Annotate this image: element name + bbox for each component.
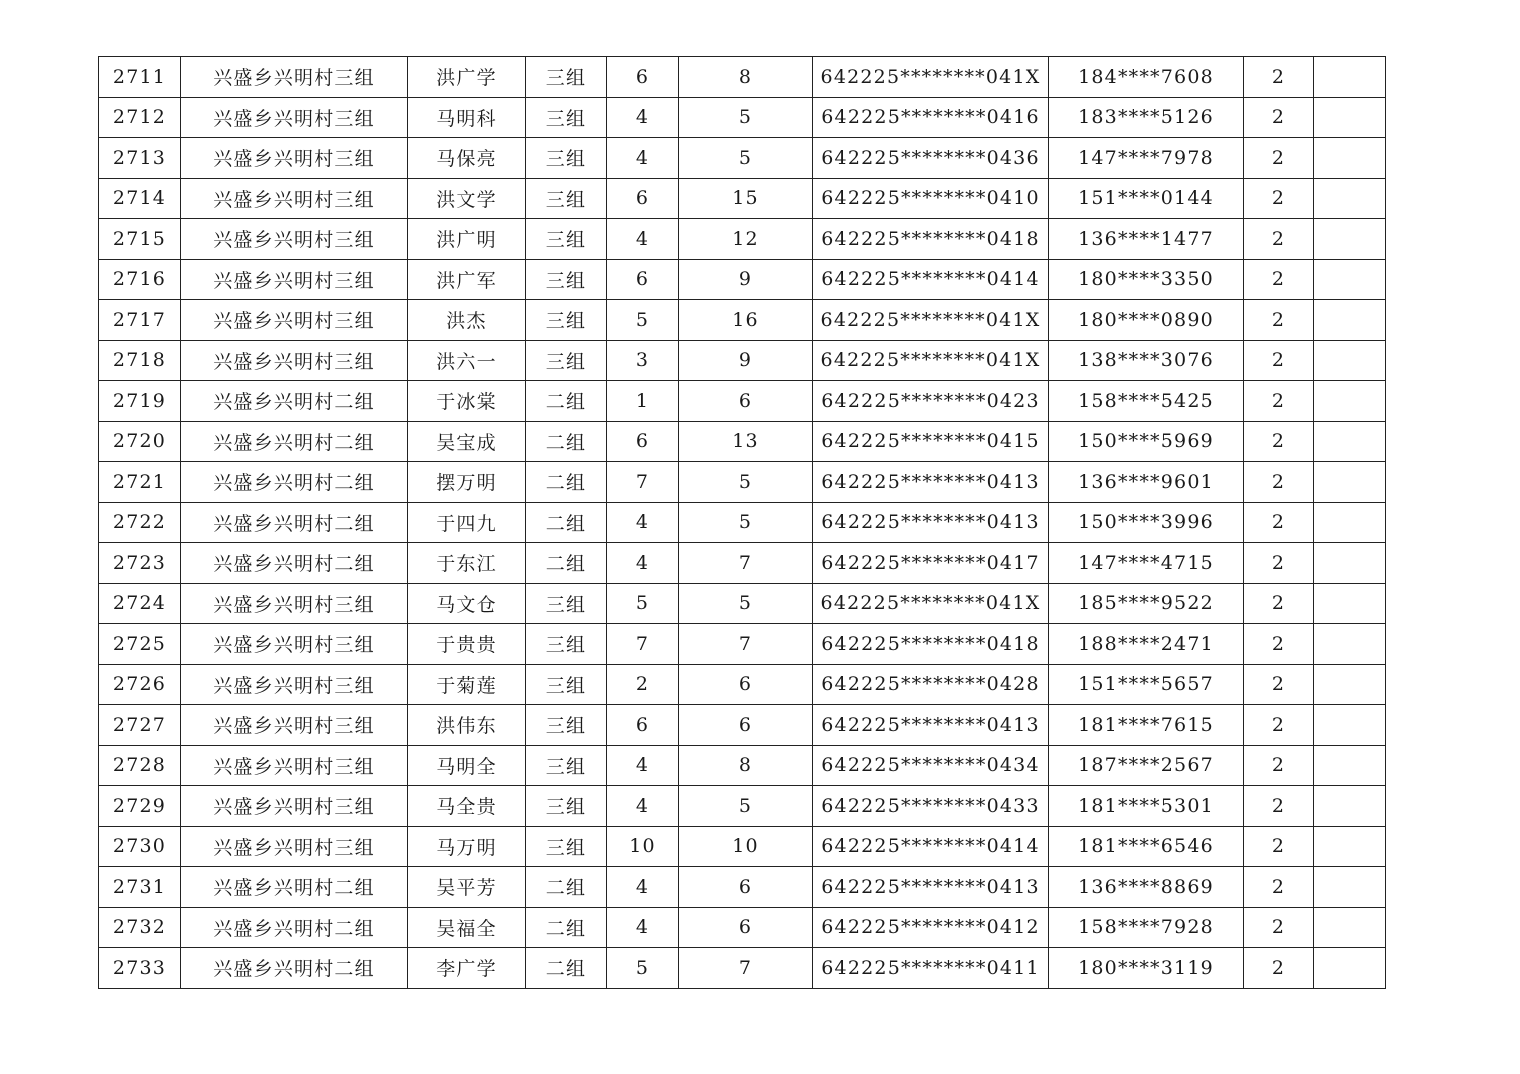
household-size-cell: 4 bbox=[607, 745, 679, 786]
population-cell: 8 bbox=[679, 57, 813, 98]
name-cell: 于东江 bbox=[408, 543, 526, 584]
population-cell: 6 bbox=[679, 867, 813, 908]
row-index-cell: 2725 bbox=[99, 624, 181, 665]
population-cell: 16 bbox=[679, 300, 813, 341]
note-cell bbox=[1314, 543, 1386, 584]
phone-cell: 187****2567 bbox=[1049, 745, 1244, 786]
phone-cell: 188****2471 bbox=[1049, 624, 1244, 665]
group-cell: 三组 bbox=[526, 97, 607, 138]
household-size-cell: 4 bbox=[607, 543, 679, 584]
count-cell: 2 bbox=[1244, 745, 1314, 786]
address-cell: 兴盛乡兴明村三组 bbox=[181, 664, 408, 705]
count-cell: 2 bbox=[1244, 705, 1314, 746]
phone-cell: 181****5301 bbox=[1049, 786, 1244, 827]
phone-cell: 180****3350 bbox=[1049, 259, 1244, 300]
row-index-cell: 2721 bbox=[99, 462, 181, 503]
note-cell bbox=[1314, 97, 1386, 138]
address-cell: 兴盛乡兴明村三组 bbox=[181, 219, 408, 260]
address-cell: 兴盛乡兴明村二组 bbox=[181, 948, 408, 989]
household-size-cell: 4 bbox=[607, 786, 679, 827]
id-number-cell: 642225********0418 bbox=[813, 624, 1049, 665]
row-index-cell: 2715 bbox=[99, 219, 181, 260]
id-number-cell: 642225********0418 bbox=[813, 219, 1049, 260]
population-cell: 6 bbox=[679, 907, 813, 948]
id-number-cell: 642225********0416 bbox=[813, 97, 1049, 138]
address-cell: 兴盛乡兴明村三组 bbox=[181, 57, 408, 98]
phone-cell: 147****4715 bbox=[1049, 543, 1244, 584]
row-index-cell: 2719 bbox=[99, 381, 181, 422]
phone-cell: 136****9601 bbox=[1049, 462, 1244, 503]
note-cell bbox=[1314, 786, 1386, 827]
row-index-cell: 2720 bbox=[99, 421, 181, 462]
id-number-cell: 642225********0413 bbox=[813, 462, 1049, 503]
address-cell: 兴盛乡兴明村三组 bbox=[181, 745, 408, 786]
id-number-cell: 642225********0414 bbox=[813, 826, 1049, 867]
name-cell: 摆万明 bbox=[408, 462, 526, 503]
phone-cell: 181****6546 bbox=[1049, 826, 1244, 867]
name-cell: 马文仓 bbox=[408, 583, 526, 624]
population-cell: 5 bbox=[679, 97, 813, 138]
name-cell: 洪文学 bbox=[408, 178, 526, 219]
table-row bbox=[99, 300, 1386, 341]
phone-cell: 138****3076 bbox=[1049, 340, 1244, 381]
count-cell: 2 bbox=[1244, 786, 1314, 827]
table-row bbox=[99, 705, 1386, 746]
name-cell: 李广学 bbox=[408, 948, 526, 989]
address-cell: 兴盛乡兴明村二组 bbox=[181, 421, 408, 462]
name-cell: 吴宝成 bbox=[408, 421, 526, 462]
table-row bbox=[99, 664, 1386, 705]
note-cell bbox=[1314, 462, 1386, 503]
population-cell: 9 bbox=[679, 340, 813, 381]
table-row bbox=[99, 907, 1386, 948]
household-size-cell: 3 bbox=[607, 340, 679, 381]
name-cell: 马保亮 bbox=[408, 138, 526, 179]
row-index-cell: 2722 bbox=[99, 502, 181, 543]
count-cell: 2 bbox=[1244, 97, 1314, 138]
id-number-cell: 642225********0423 bbox=[813, 381, 1049, 422]
address-cell: 兴盛乡兴明村三组 bbox=[181, 583, 408, 624]
table-row bbox=[99, 259, 1386, 300]
name-cell: 于菊莲 bbox=[408, 664, 526, 705]
population-cell: 7 bbox=[679, 543, 813, 584]
household-size-cell: 10 bbox=[607, 826, 679, 867]
records-body bbox=[99, 57, 1386, 989]
address-cell: 兴盛乡兴明村三组 bbox=[181, 786, 408, 827]
row-index-cell: 2712 bbox=[99, 97, 181, 138]
name-cell: 吴平芳 bbox=[408, 867, 526, 908]
population-cell: 7 bbox=[679, 948, 813, 989]
note-cell bbox=[1314, 57, 1386, 98]
population-cell: 7 bbox=[679, 624, 813, 665]
count-cell: 2 bbox=[1244, 300, 1314, 341]
row-index-cell: 2713 bbox=[99, 138, 181, 179]
note-cell bbox=[1314, 948, 1386, 989]
row-index-cell: 2730 bbox=[99, 826, 181, 867]
name-cell: 马万明 bbox=[408, 826, 526, 867]
address-cell: 兴盛乡兴明村三组 bbox=[181, 705, 408, 746]
count-cell: 2 bbox=[1244, 462, 1314, 503]
phone-cell: 184****7608 bbox=[1049, 57, 1244, 98]
phone-cell: 185****9522 bbox=[1049, 583, 1244, 624]
count-cell: 2 bbox=[1244, 907, 1314, 948]
name-cell: 马明全 bbox=[408, 745, 526, 786]
table-row bbox=[99, 867, 1386, 908]
id-number-cell: 642225********0413 bbox=[813, 705, 1049, 746]
population-cell: 6 bbox=[679, 664, 813, 705]
count-cell: 2 bbox=[1244, 502, 1314, 543]
group-cell: 二组 bbox=[526, 907, 607, 948]
note-cell bbox=[1314, 624, 1386, 665]
household-size-cell: 6 bbox=[607, 705, 679, 746]
id-number-cell: 642225********0434 bbox=[813, 745, 1049, 786]
count-cell: 2 bbox=[1244, 381, 1314, 422]
household-size-cell: 5 bbox=[607, 300, 679, 341]
table-row bbox=[99, 624, 1386, 665]
note-cell bbox=[1314, 502, 1386, 543]
household-size-cell: 4 bbox=[607, 138, 679, 179]
note-cell bbox=[1314, 907, 1386, 948]
name-cell: 洪伟东 bbox=[408, 705, 526, 746]
row-index-cell: 2711 bbox=[99, 57, 181, 98]
id-number-cell: 642225********041X bbox=[813, 340, 1049, 381]
count-cell: 2 bbox=[1244, 948, 1314, 989]
count-cell: 2 bbox=[1244, 421, 1314, 462]
phone-cell: 158****7928 bbox=[1049, 907, 1244, 948]
row-index-cell: 2723 bbox=[99, 543, 181, 584]
count-cell: 2 bbox=[1244, 867, 1314, 908]
phone-cell: 181****7615 bbox=[1049, 705, 1244, 746]
row-index-cell: 2718 bbox=[99, 340, 181, 381]
population-cell: 5 bbox=[679, 583, 813, 624]
row-index-cell: 2717 bbox=[99, 300, 181, 341]
id-number-cell: 642225********0436 bbox=[813, 138, 1049, 179]
address-cell: 兴盛乡兴明村三组 bbox=[181, 624, 408, 665]
household-size-cell: 4 bbox=[607, 907, 679, 948]
note-cell bbox=[1314, 178, 1386, 219]
count-cell: 2 bbox=[1244, 138, 1314, 179]
group-cell: 三组 bbox=[526, 786, 607, 827]
name-cell: 洪广明 bbox=[408, 219, 526, 260]
group-cell: 三组 bbox=[526, 826, 607, 867]
row-index-cell: 2731 bbox=[99, 867, 181, 908]
phone-cell: 150****3996 bbox=[1049, 502, 1244, 543]
table-row bbox=[99, 97, 1386, 138]
phone-cell: 158****5425 bbox=[1049, 381, 1244, 422]
population-cell: 6 bbox=[679, 381, 813, 422]
table-row bbox=[99, 138, 1386, 179]
table-row bbox=[99, 583, 1386, 624]
address-cell: 兴盛乡兴明村二组 bbox=[181, 867, 408, 908]
group-cell: 二组 bbox=[526, 867, 607, 908]
note-cell bbox=[1314, 826, 1386, 867]
name-cell: 马全贵 bbox=[408, 786, 526, 827]
id-number-cell: 642225********0410 bbox=[813, 178, 1049, 219]
note-cell bbox=[1314, 381, 1386, 422]
group-cell: 二组 bbox=[526, 543, 607, 584]
name-cell: 于冰棠 bbox=[408, 381, 526, 422]
row-index-cell: 2714 bbox=[99, 178, 181, 219]
id-number-cell: 642225********0414 bbox=[813, 259, 1049, 300]
phone-cell: 136****8869 bbox=[1049, 867, 1244, 908]
row-index-cell: 2732 bbox=[99, 907, 181, 948]
address-cell: 兴盛乡兴明村二组 bbox=[181, 502, 408, 543]
row-index-cell: 2728 bbox=[99, 745, 181, 786]
group-cell: 三组 bbox=[526, 57, 607, 98]
note-cell bbox=[1314, 421, 1386, 462]
group-cell: 二组 bbox=[526, 462, 607, 503]
row-index-cell: 2716 bbox=[99, 259, 181, 300]
note-cell bbox=[1314, 867, 1386, 908]
group-cell: 三组 bbox=[526, 583, 607, 624]
table-row bbox=[99, 421, 1386, 462]
table-row bbox=[99, 462, 1386, 503]
table-row bbox=[99, 826, 1386, 867]
count-cell: 2 bbox=[1244, 624, 1314, 665]
count-cell: 2 bbox=[1244, 340, 1314, 381]
group-cell: 三组 bbox=[526, 178, 607, 219]
name-cell: 于四九 bbox=[408, 502, 526, 543]
group-cell: 三组 bbox=[526, 745, 607, 786]
records-table bbox=[98, 56, 1386, 989]
population-cell: 10 bbox=[679, 826, 813, 867]
count-cell: 2 bbox=[1244, 219, 1314, 260]
household-size-cell: 2 bbox=[607, 664, 679, 705]
row-index-cell: 2726 bbox=[99, 664, 181, 705]
household-size-cell: 5 bbox=[607, 948, 679, 989]
id-number-cell: 642225********0411 bbox=[813, 948, 1049, 989]
phone-cell: 151****5657 bbox=[1049, 664, 1244, 705]
address-cell: 兴盛乡兴明村三组 bbox=[181, 97, 408, 138]
table-row bbox=[99, 745, 1386, 786]
count-cell: 2 bbox=[1244, 543, 1314, 584]
address-cell: 兴盛乡兴明村三组 bbox=[181, 138, 408, 179]
household-size-cell: 6 bbox=[607, 259, 679, 300]
address-cell: 兴盛乡兴明村二组 bbox=[181, 462, 408, 503]
phone-cell: 180****0890 bbox=[1049, 300, 1244, 341]
household-size-cell: 4 bbox=[607, 867, 679, 908]
table-row bbox=[99, 219, 1386, 260]
household-size-cell: 6 bbox=[607, 421, 679, 462]
phone-cell: 151****0144 bbox=[1049, 178, 1244, 219]
count-cell: 2 bbox=[1244, 583, 1314, 624]
name-cell: 吴福全 bbox=[408, 907, 526, 948]
count-cell: 2 bbox=[1244, 259, 1314, 300]
group-cell: 三组 bbox=[526, 138, 607, 179]
address-cell: 兴盛乡兴明村二组 bbox=[181, 381, 408, 422]
table-row bbox=[99, 543, 1386, 584]
household-size-cell: 5 bbox=[607, 583, 679, 624]
note-cell bbox=[1314, 745, 1386, 786]
population-cell: 5 bbox=[679, 138, 813, 179]
note-cell bbox=[1314, 340, 1386, 381]
name-cell: 洪广学 bbox=[408, 57, 526, 98]
group-cell: 二组 bbox=[526, 948, 607, 989]
note-cell bbox=[1314, 259, 1386, 300]
group-cell: 二组 bbox=[526, 502, 607, 543]
id-number-cell: 642225********0417 bbox=[813, 543, 1049, 584]
id-number-cell: 642225********0433 bbox=[813, 786, 1049, 827]
population-cell: 6 bbox=[679, 705, 813, 746]
id-number-cell: 642225********0415 bbox=[813, 421, 1049, 462]
name-cell: 洪六一 bbox=[408, 340, 526, 381]
population-cell: 12 bbox=[679, 219, 813, 260]
population-cell: 15 bbox=[679, 178, 813, 219]
population-cell: 9 bbox=[679, 259, 813, 300]
row-index-cell: 2727 bbox=[99, 705, 181, 746]
group-cell: 三组 bbox=[526, 259, 607, 300]
population-cell: 5 bbox=[679, 502, 813, 543]
address-cell: 兴盛乡兴明村三组 bbox=[181, 340, 408, 381]
id-number-cell: 642225********0428 bbox=[813, 664, 1049, 705]
count-cell: 2 bbox=[1244, 57, 1314, 98]
population-cell: 13 bbox=[679, 421, 813, 462]
household-size-cell: 6 bbox=[607, 57, 679, 98]
row-index-cell: 2724 bbox=[99, 583, 181, 624]
count-cell: 2 bbox=[1244, 826, 1314, 867]
household-size-cell: 4 bbox=[607, 502, 679, 543]
group-cell: 二组 bbox=[526, 381, 607, 422]
group-cell: 三组 bbox=[526, 664, 607, 705]
id-number-cell: 642225********041X bbox=[813, 57, 1049, 98]
table-row bbox=[99, 502, 1386, 543]
population-cell: 8 bbox=[679, 745, 813, 786]
group-cell: 三组 bbox=[526, 219, 607, 260]
count-cell: 2 bbox=[1244, 178, 1314, 219]
table-row bbox=[99, 786, 1386, 827]
group-cell: 三组 bbox=[526, 300, 607, 341]
phone-cell: 180****3119 bbox=[1049, 948, 1244, 989]
household-size-cell: 4 bbox=[607, 97, 679, 138]
name-cell: 于贵贵 bbox=[408, 624, 526, 665]
row-index-cell: 2733 bbox=[99, 948, 181, 989]
household-size-cell: 7 bbox=[607, 624, 679, 665]
table-row bbox=[99, 178, 1386, 219]
name-cell: 洪广军 bbox=[408, 259, 526, 300]
id-number-cell: 642225********041X bbox=[813, 300, 1049, 341]
id-number-cell: 642225********0413 bbox=[813, 502, 1049, 543]
note-cell bbox=[1314, 300, 1386, 341]
address-cell: 兴盛乡兴明村二组 bbox=[181, 543, 408, 584]
table-row bbox=[99, 948, 1386, 989]
group-cell: 三组 bbox=[526, 624, 607, 665]
note-cell bbox=[1314, 664, 1386, 705]
group-cell: 三组 bbox=[526, 340, 607, 381]
table-row bbox=[99, 381, 1386, 422]
household-size-cell: 7 bbox=[607, 462, 679, 503]
address-cell: 兴盛乡兴明村二组 bbox=[181, 907, 408, 948]
note-cell bbox=[1314, 138, 1386, 179]
phone-cell: 136****1477 bbox=[1049, 219, 1244, 260]
population-cell: 5 bbox=[679, 786, 813, 827]
row-index-cell: 2729 bbox=[99, 786, 181, 827]
id-number-cell: 642225********041X bbox=[813, 583, 1049, 624]
household-size-cell: 1 bbox=[607, 381, 679, 422]
household-size-cell: 4 bbox=[607, 219, 679, 260]
address-cell: 兴盛乡兴明村三组 bbox=[181, 259, 408, 300]
table-row bbox=[99, 340, 1386, 381]
count-cell: 2 bbox=[1244, 664, 1314, 705]
name-cell: 洪杰 bbox=[408, 300, 526, 341]
id-number-cell: 642225********0413 bbox=[813, 867, 1049, 908]
phone-cell: 150****5969 bbox=[1049, 421, 1244, 462]
phone-cell: 183****5126 bbox=[1049, 97, 1244, 138]
address-cell: 兴盛乡兴明村三组 bbox=[181, 300, 408, 341]
table-row bbox=[99, 57, 1386, 98]
address-cell: 兴盛乡兴明村三组 bbox=[181, 826, 408, 867]
note-cell bbox=[1314, 219, 1386, 260]
note-cell bbox=[1314, 705, 1386, 746]
group-cell: 三组 bbox=[526, 705, 607, 746]
note-cell bbox=[1314, 583, 1386, 624]
address-cell: 兴盛乡兴明村三组 bbox=[181, 178, 408, 219]
phone-cell: 147****7978 bbox=[1049, 138, 1244, 179]
population-cell: 5 bbox=[679, 462, 813, 503]
group-cell: 二组 bbox=[526, 421, 607, 462]
household-size-cell: 6 bbox=[607, 178, 679, 219]
name-cell: 马明科 bbox=[408, 97, 526, 138]
id-number-cell: 642225********0412 bbox=[813, 907, 1049, 948]
